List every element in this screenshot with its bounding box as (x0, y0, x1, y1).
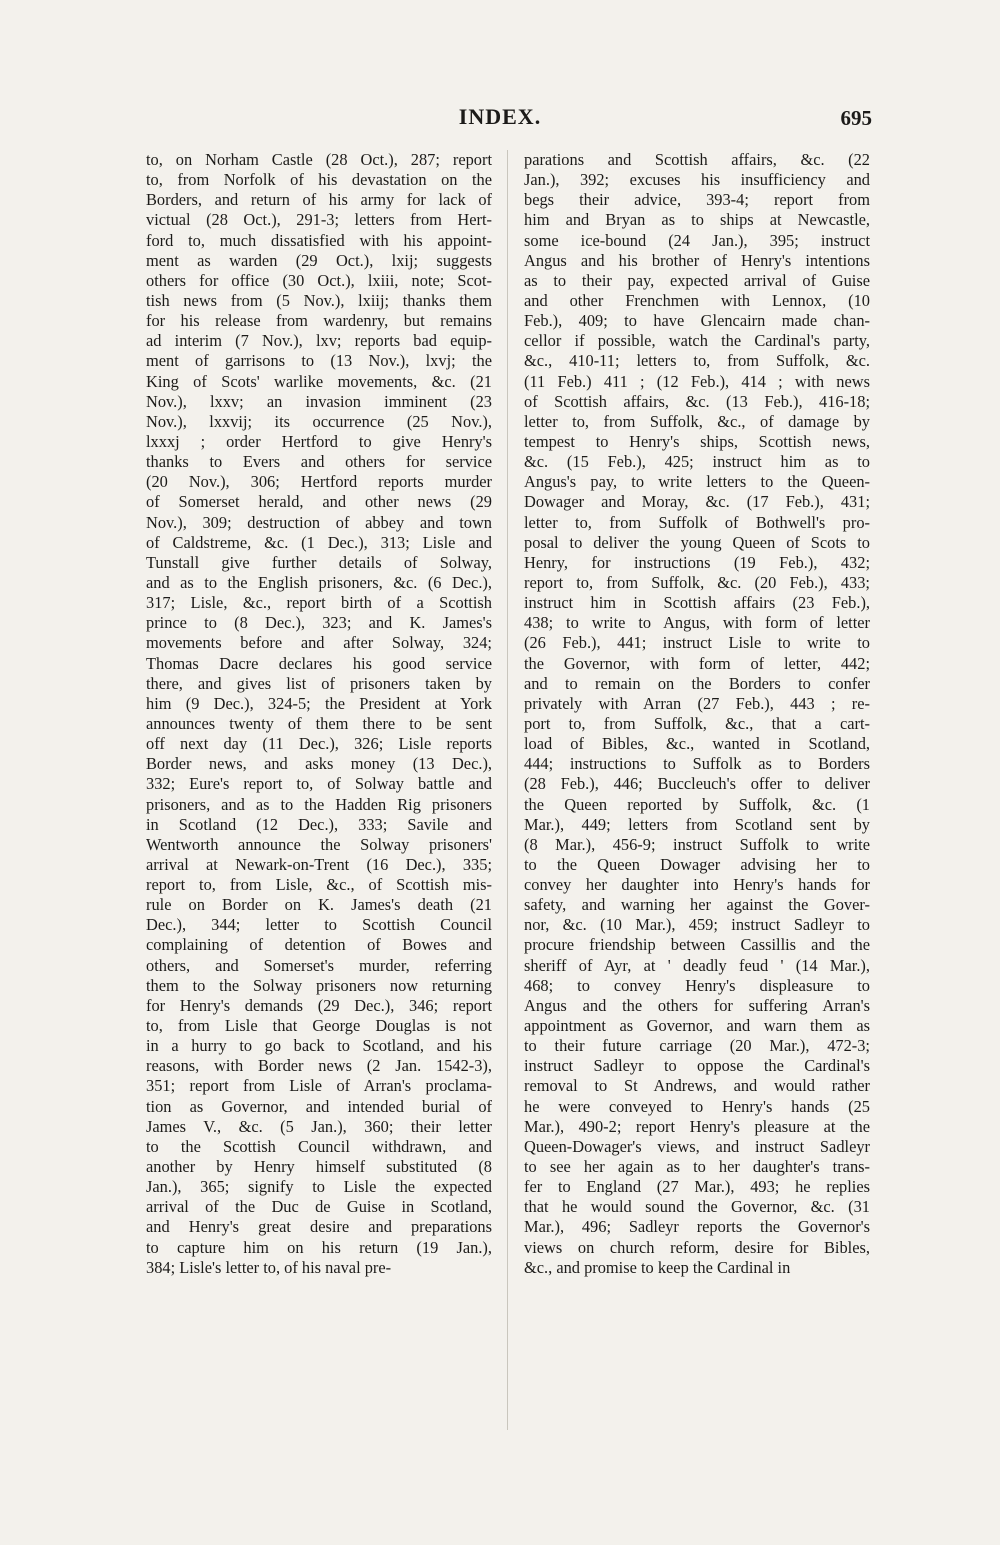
index-line: 351; report from Lisle of Arran's proclama- (146, 1076, 492, 1096)
page-number: 695 (840, 106, 872, 130)
index-line: Queen-Dowager's views, and instruct Sadleyr (524, 1136, 870, 1156)
index-line: nor, &c. (10 Mar.), 459; instruct Sadleyr to (524, 915, 870, 935)
index-line: and Henry's great desire and preparations (146, 1217, 492, 1237)
index-line: cellor if possible, watch the Cardinal's party, (524, 331, 870, 351)
index-line: report to, from Suffolk, &c. (20 Feb.), 433; (524, 572, 870, 592)
index-line: the Queen reported by Suffolk, &c. (1 (524, 794, 870, 814)
index-line: (11 Feb.) 411 ; (12 Feb.), 414 ; with news (524, 371, 870, 391)
index-line: the Governor, with form of letter, 442; (524, 653, 870, 673)
index-line: Jan.), 392; excuses his insufficiency and (524, 170, 870, 190)
index-line: 444; instructions to Suffolk as to Borders (524, 754, 870, 774)
index-line: begs their advice, 393-4; report from (524, 190, 870, 210)
index-line: complaining of detention of Bowes and (146, 935, 492, 955)
index-line: &c., and promise to keep the Cardinal in (524, 1257, 791, 1277)
index-line: fer to England (27 Mar.), 493; he replies (524, 1177, 870, 1197)
index-line: thanks to Evers and others for service (146, 452, 492, 472)
index-line: victual (28 Oct.), 291-3; letters from Hert- (146, 210, 492, 230)
index-line: prince to (8 Dec.), 323; and K. James's (146, 613, 492, 633)
index-line: lxxxj ; order Hertford to give Henry's (146, 431, 492, 451)
index-line: Wentworth announce the Solway prisoners' (146, 834, 492, 854)
index-line: instruct Sadleyr to oppose the Cardinal's (524, 1056, 870, 1076)
index-line: &c. (15 Feb.), 425; instruct him as to (524, 452, 870, 472)
index-line: Mar.), 490-2; report Henry's pleasure at the (524, 1116, 870, 1136)
index-line: Nov.), lxxvij; its occurrence (25 Nov.), (146, 411, 492, 431)
index-line: Angus and his brother of Henry's intentions (524, 250, 870, 270)
index-line: them to the Solway prisoners now returning (146, 975, 492, 995)
index-line: off next day (11 Dec.), 326; Lisle reports (146, 734, 492, 754)
index-line: (26 Feb.), 441; instruct Lisle to write to (524, 633, 870, 653)
index-line: to capture him on his return (19 Jan.), (146, 1237, 492, 1257)
index-line: others, and Somerset's murder, referring (146, 955, 492, 975)
index-line: 438; to write to Angus, with form of letter (524, 613, 870, 633)
index-line: in Scotland (12 Dec.), 333; Savile and (146, 814, 492, 834)
index-line: (28 Feb.), 446; Buccleuch's offer to deliver (524, 774, 870, 794)
index-line: that he would sound the Governor, &c. (31 (524, 1197, 870, 1217)
index-line: privately with Arran (27 Feb.), 443 ; re- (524, 693, 870, 713)
index-line: reasons, with Border news (2 Jan. 1542-3), (146, 1056, 492, 1076)
index-line: to, from Lisle that George Douglas is not (146, 1016, 492, 1036)
running-head: INDEX. (458, 104, 542, 129)
index-line: tempest to Henry's ships, Scottish news, (524, 431, 870, 451)
index-line: appointment as Governor, and warn them as (524, 1016, 870, 1036)
index-line: ad interim (7 Nov.), lxv; reports bad equip- (146, 331, 492, 351)
index-line: rule on Border on K. James's death (21 (146, 895, 492, 915)
index-line: Tunstall give further details of Solway, (146, 552, 492, 572)
index-line: removal to St Andrews, and would rather (524, 1076, 870, 1096)
index-line: of Somerset herald, and other news (29 (146, 492, 492, 512)
index-line: Dowager and Moray, &c. (17 Feb.), 431; (524, 492, 870, 512)
index-line: some ice-bound (24 Jan.), 395; instruct (524, 230, 870, 250)
index-line: and other Frenchmen with Lennox, (10 (524, 290, 870, 310)
index-line: there, and gives list of prisoners taken by (146, 673, 492, 693)
index-line: Nov.), 309; destruction of abbey and town (146, 512, 492, 532)
index-line: and to remain on the Borders to confer (524, 673, 870, 693)
index-line: to, on Norham Castle (28 Oct.), 287; report (146, 150, 492, 169)
index-column-left (146, 150, 492, 1278)
index-line: tion as Governor, and intended burial of (146, 1096, 492, 1116)
index-line: views on church reform, desire for Bibles, (524, 1237, 870, 1257)
index-line: tish news from (5 Nov.), lxiij; thanks them (146, 290, 492, 310)
index-line: Mar.), 449; letters from Scotland sent by (524, 814, 870, 834)
index-line: ment as warden (29 Oct.), lxij; suggests (146, 250, 492, 270)
index-line: in a hurry to go back to Scotland, and his (146, 1036, 492, 1056)
index-line: 468; to convey Henry's displeasure to (524, 975, 870, 995)
index-line: ment of garrisons to (13 Nov.), lxvj; the (146, 351, 492, 371)
index-line: instruct him in Scottish affairs (23 Feb.), (524, 593, 870, 613)
index-line: to see her again as to her daughter's trans- (524, 1157, 870, 1177)
index-line: (20 Nov.), 306; Hertford reports murder (146, 472, 492, 492)
index-line: letter to, from Suffolk, &c., of damage by (524, 411, 870, 431)
index-line: posal to deliver the young Queen of Scots to (524, 532, 870, 552)
index-line: convey her daughter into Henry's hands for (524, 875, 870, 895)
index-line: 384; Lisle's letter to, of his naval pre- (146, 1257, 392, 1277)
index-line: movements before and after Solway, 324; (146, 633, 492, 653)
index-line: for his release from wardenry, but remains (146, 311, 492, 331)
index-line: he were conveyed to Henry's hands (25 (524, 1096, 870, 1116)
index-line: him and Bryan as to ships at Newcastle, (524, 210, 870, 230)
index-line: Angus's pay, to write letters to the Queen- (524, 472, 870, 492)
index-line: arrival of the Duc de Guise in Scotland, (146, 1197, 492, 1217)
index-line: announces twenty of them there to be sent (146, 713, 492, 733)
index-line: Thomas Dacre declares his good service (146, 653, 492, 673)
index-line: parations and Scottish affairs, &c. (22 (524, 150, 870, 169)
index-line: to the Queen Dowager advising her to (524, 854, 870, 874)
index-line: prisoners, and as to the Hadden Rig prisoners (146, 794, 492, 814)
index-line: load of Bibles, &c., wanted in Scotland, (524, 734, 870, 754)
index-line: Mar.), 496; Sadleyr reports the Governor's (524, 1217, 870, 1237)
index-line: King of Scots' warlike movements, &c. (21 (146, 371, 492, 391)
index-line: Henry, for instructions (19 Feb.), 432; (524, 552, 870, 572)
index-line: him (9 Dec.), 324-5; the President at York (146, 693, 492, 713)
index-line: &c., 410-11; letters to, from Suffolk, &c. (524, 351, 870, 371)
index-line: Feb.), 409; to have Glencairn made chan- (524, 311, 870, 331)
index-line: report to, from Lisle, &c., of Scottish mis- (146, 875, 492, 895)
index-line: procure friendship between Cassillis and the (524, 935, 870, 955)
index-line: (8 Mar.), 456-9; instruct Suffolk to write (524, 834, 870, 854)
index-line: 317; Lisle, &c., report birth of a Scottish (146, 593, 492, 613)
index-line: letter to, from Suffolk of Bothwell's pro- (524, 512, 870, 532)
index-line: others for office (30 Oct.), lxiii, note; Scot- (146, 270, 492, 290)
index-line: Jan.), 365; signify to Lisle the expected (146, 1177, 492, 1197)
index-line: Dec.), 344; letter to Scottish Council (146, 915, 492, 935)
index-line: ford to, much dissatisfied with his appoint- (146, 230, 492, 250)
index-line: Nov.), lxxv; an invasion imminent (23 (146, 391, 492, 411)
index-line: of Caldstreme, &c. (1 Dec.), 313; Lisle and (146, 532, 492, 552)
index-line: 332; Eure's report to, of Solway battle and (146, 774, 492, 794)
column-divider (507, 150, 508, 1430)
index-line: port to, from Suffolk, &c., that a cart- (524, 713, 870, 733)
index-line: for Henry's demands (29 Dec.), 346; report (146, 995, 492, 1015)
page-header (0, 104, 1000, 138)
index-line: sheriff of Ayr, at ' deadly feud ' (14 Mar.), (524, 955, 870, 975)
index-line: Borders, and return of his army for lack of (146, 190, 492, 210)
index-line: another by Henry himself substituted (8 (146, 1157, 492, 1177)
index-line: James V., &c. (5 Jan.), 360; their letter (146, 1116, 492, 1136)
index-column-right (524, 150, 870, 1278)
index-line: arrival at Newark-on-Trent (16 Dec.), 335; (146, 854, 492, 874)
index-line: to, from Norfolk of his devastation on the (146, 170, 492, 190)
index-line: safety, and warning her against the Gover- (524, 895, 870, 915)
index-line: and as to the English prisoners, &c. (6 Dec.), (146, 572, 492, 592)
index-line: Border news, and asks money (13 Dec.), (146, 754, 492, 774)
index-line: to the Scottish Council withdrawn, and (146, 1136, 492, 1156)
index-line: to their future carriage (20 Mar.), 472-3; (524, 1036, 870, 1056)
index-line: as to their pay, expected arrival of Guise (524, 270, 870, 290)
index-line: of Scottish affairs, &c. (13 Feb.), 416-18; (524, 391, 870, 411)
index-line: Angus and the others for suffering Arran's (524, 995, 870, 1015)
